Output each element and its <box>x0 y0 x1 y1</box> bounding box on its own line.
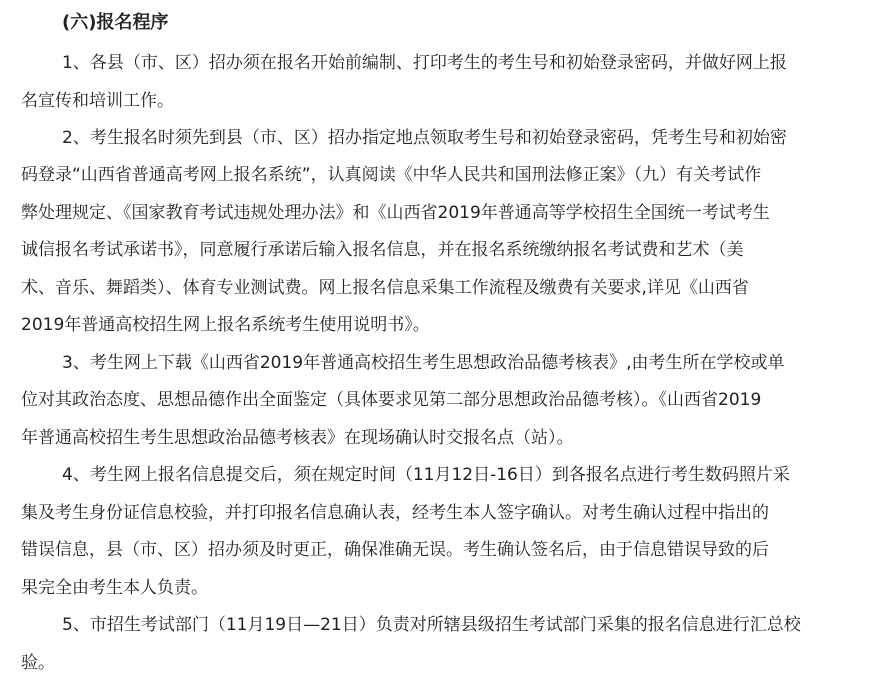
paragraph-2-line-6: 2019年普通高校招生网上报名系统考生使用说明书》。 <box>21 315 430 335</box>
paragraph-2-line-5: 术、音乐、舞蹈类）、体育专业测试费。网上报名信息采集工作流程及缴费有关要求,详见《山西省 <box>21 278 749 298</box>
paragraph-3-line-3: 年普通高校招生考生思想政治品德考核表》在现场确认时交报名点（站）。 <box>21 428 574 448</box>
paragraph-2-line-2: 码登录“山西省普通高考网上报名系统”，认真阅读《中华人民共和国刑法修正案》（九）有关考试作 <box>21 165 762 185</box>
paragraph-4-line-4: 果完全由考生本人负责。 <box>21 578 208 598</box>
paragraph-2-line-1: 2、考生报名时须先到县（市、区）招办指定地点领取考生号和初始登录密码，凭考生号和初始密 <box>62 128 787 148</box>
paragraph-3-line-2: 位对其政治态度、思想品德作出全面鉴定（具体要求见第二部分思想政治品德考核）。《山西省2019 <box>21 390 762 410</box>
paragraph-1-line-1: 1、各县（市、区）招办须在报名开始前编制、打印考生的考生号和初始登录密码，并做好网上报 <box>62 53 787 73</box>
paragraph-4-line-3: 错误信息，县（市、区）招办须及时更正，确保准确无误。考生确认签名后，由于信息错误导致的后 <box>21 540 769 560</box>
paragraph-5-line-1: 5、市招生考试部门（11月19日—21日）负责对所辖县级招生考试部门采集的报名信息进行汇总校 <box>62 615 801 635</box>
paragraph-4-line-1: 4、考生网上报名信息提交后，须在规定时间（11月12日-16日）到各报名点进行考生数码照片采 <box>62 465 790 485</box>
paragraph-3-line-1: 3、考生网上下载《山西省2019年普通高校招生考生思想政治品德考核表》,由考生所在学校或单 <box>62 353 785 373</box>
section-heading: (六)报名程序 <box>62 12 169 33</box>
paragraph-4-line-2: 集及考生身份证信息校验，并打印报名信息确认表，经考生本人签字确认。对考生确认过程中指出的 <box>21 503 769 523</box>
paragraph-1-line-2: 名宣传和培训工作。 <box>21 91 174 111</box>
paragraph-2-line-3: 弊处理规定、《国家教育考试违规处理办法》和《山西省2019年普通高等学校招生全国统一考试考生 <box>21 203 770 223</box>
paragraph-2-line-4: 诚信报名考试承诺书》，同意履行承诺后输入报名信息，并在报名系统缴纳报名考试费和艺术（美 <box>21 240 744 260</box>
paragraph-5-line-2: 验。 <box>21 653 55 673</box>
